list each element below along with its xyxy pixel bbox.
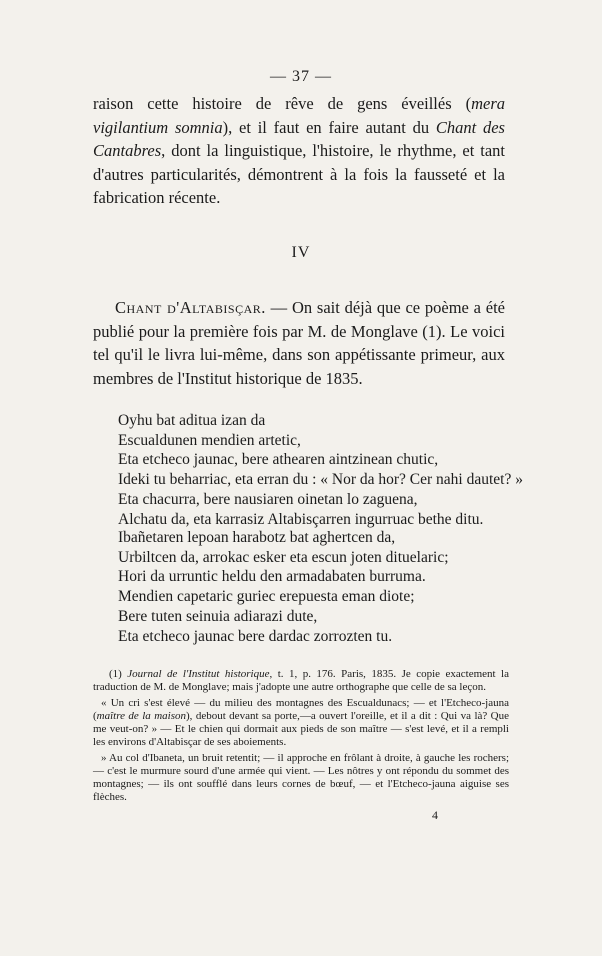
section-heading: IV [291,244,311,261]
translation-gloss: maître de la maison [96,710,186,722]
poem-line: Alchatu da, eta karrasiz Altabisçarren ingurruac bethe ditu. [118,510,484,528]
footnote-marker: (1) [109,668,128,680]
poem-stanza-2 [118,528,518,646]
paragraph-intro [93,92,505,210]
poem-line: Eta chacurra, bere nausiaren oinetan lo zaguena, [118,490,418,508]
poem-line: Ideki tu beharriac, eta erran du : « Nor da hor? Cer nahi dautet? » [118,471,523,489]
paragraph-altabiscar [93,296,505,390]
poem-line: Eta etcheco jaunac bere dardac zorrozten tu. [118,627,393,645]
footnote-1-text: , t. 1, p. 176. Paris, 1835. Je copie exactement la traduction de M. de Monglave; mais j'adopte une autre orthographe que celle de sa leçon. [93,668,509,693]
poem-line: Escualdunen mendien artetic, [118,431,301,449]
footnote-translation-1 [93,697,509,749]
intro-text-c: ), et il faut en faire autant du [222,117,436,137]
poem-line: Bere tuten seinuia adiarazi dute, [118,607,318,625]
poem-line: Urbiltcen da, arrokac esker eta escun joten dituelaric; [118,548,449,566]
intro-text-e: , dont la linguistique, l'histoire, le rhythme, et tant d'autres particularités, démontrent à la fois la fausseté et la fabrication récente. [93,141,505,207]
signature-mark: 4 [432,808,438,822]
translation-text-c: ), debout devant sa porte,—a ouvert l'oreille, et il a dit : Qui va là? Que me veut-on? » — Et le chien qui dormait aux pieds de son maître — s'est levé, et il a rempli les environs d'Altabisçar de ses aboiements. [93,710,510,748]
poem-line: Mendien capetaric guriec erepuesta eman diote; [118,588,415,606]
poem-line: Ibañetaren lepoan harabotz bat aghertcen da, [118,529,396,546]
paragraph-text: — On sait déjà que ce poème a été publié pour la première fois par M. de Monglave (1). Le voici tel qu'il le livra lui-même, dans son appétissante primeur, aux membres de l'Institut historique de 1835. [93,298,505,388]
intro-text-a: raison cette histoire de rêve de gens éveillés ( [93,94,472,113]
footnotes [93,668,509,807]
footnote-journal-title: Journal de l'Institut historique [127,668,270,680]
footnote-1 [93,668,509,694]
poem-line: Hori da urruntic heldu den armadabaten burruma. [118,568,426,586]
intro-title-cantabres: Chant des Cantabres [93,117,505,160]
poem-stanza-1 [118,411,523,529]
poem-line: Eta etcheco jaunac, bere athearen aintzinean chutic, [118,451,439,469]
poem-line: Oyhu bat aditua izan da [118,412,266,429]
page-number: — 37 — [270,68,332,85]
footnote-translation-2: » Au col d'Ibaneta, un bruit retentit; — il approche en frôlant à droite, à gauche les rochers; — c'est le murmure sourd d'une armée qui vient. — Les nôtres y ont répondu du sommet des montagnes; — ils ont soufflé dans leurs cornes de bœuf, — et l'Etcheco-jauna aiguise ses flèches. [93,752,509,803]
intro-latin-quote: mera vigilantium somnia [93,94,505,137]
paragraph-label: Chant d'Altabisçar. [115,298,266,317]
translation-text-a: « Un cri s'est élevé — du milieu des montagnes des Escualdunacs; — et l'Etcheco-jauna ( [93,697,509,722]
